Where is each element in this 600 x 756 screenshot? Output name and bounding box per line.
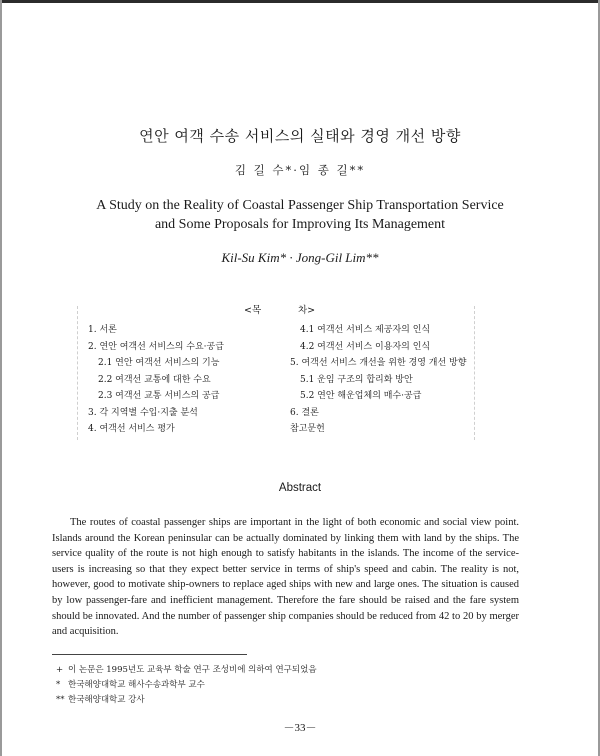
- toc-item: 5. 여객선 서비스 개선을 위한 경영 개선 방향: [290, 358, 467, 368]
- footnote: [56, 678, 317, 693]
- footnote-mark: **: [56, 695, 65, 705]
- toc-right-column: [290, 322, 466, 438]
- title-korean: 연안 여객 수송 서비스의 실태와 경영 개선 방향: [139, 127, 461, 145]
- toc-item: 4.1 여객선 서비스 제공자의 인식: [300, 325, 431, 335]
- scan-border-left: [0, 0, 2, 756]
- toc-item: 5.2 연안 해운업체의 매수·공급: [300, 391, 422, 401]
- abstract-body: The routes of coastal passenger ships are important in the light of both economic and social view point. Islands around the Korean peninsular can be actually dominated by linking them with land by the ships. The service quality of the route is not high enough to satisfy habitants in the islands. The income of the service-users is increasing so that they expect better service in terms of ship's speed and cabin. The reality is not, however, good to motivate ship-owners to replace aged ships with new and large ones. The situation is caused by low passenger-fare and inefficient management. Therefore the fare should be raised and the fare system should be innovated. And the number of passenger ship companies should be reduced from 42 to 20 by merger and acquisition.: [52, 517, 519, 638]
- toc-item: 4. 여객선 서비스 평가: [88, 424, 175, 434]
- toc-item: 2.3 여객선 교통 서비스의 공급: [98, 391, 220, 401]
- toc-item: 5.1 운임 구조의 합리화 방안: [300, 374, 413, 385]
- title-english: [0, 196, 600, 234]
- toc-heading-right: 차>: [298, 305, 316, 316]
- footnote: [56, 663, 317, 678]
- toc-item: 4.2 여객선 서비스 이용자의 인식: [300, 341, 431, 352]
- footnote-text: 한국해양대학교 해사수송과학부 교수: [68, 680, 205, 690]
- footnote-mark: *: [56, 680, 61, 690]
- footnote-mark: +: [56, 665, 64, 675]
- footnote-text: 이 논문은 1995년도 교육부 학술 연구 조성비에 의하여 연구되었음: [68, 665, 317, 675]
- toc-item: 참고문헌: [290, 424, 325, 434]
- toc-item: 3. 각 지역별 수입·지출 분석: [88, 407, 198, 418]
- authors-english: Kil-Su Kim* · Jong-Gil Lim**: [221, 250, 379, 265]
- footnote: [56, 693, 317, 708]
- toc-item: 2.1 연안 여객선 서비스의 기능: [98, 358, 220, 368]
- toc-item: 2.2 여객선 교통에 대한 수요: [98, 374, 211, 385]
- toc-left-column: [88, 322, 224, 438]
- footnote-rule: [52, 654, 247, 655]
- page-number: －33－: [283, 722, 317, 734]
- toc-item: 1. 서론: [88, 325, 117, 335]
- toc-item: 6. 결론: [290, 407, 319, 418]
- abstract-title: Abstract: [278, 482, 322, 494]
- toc-item: 2. 연안 여객선 서비스의 수요·공급: [88, 341, 224, 352]
- title-english-line-1: A Study on the Reality of Coastal Passenger Ship Transportation Service: [96, 198, 504, 213]
- footnotes: [56, 663, 317, 708]
- authors-korean: 김 길 수*·임 종 길**: [234, 163, 366, 177]
- footnote-text: 한국해양대학교 강사: [68, 695, 145, 705]
- scan-border-top: [0, 0, 600, 3]
- title-english-line-2: and Some Proposals for Improving Its Management: [154, 217, 446, 232]
- toc-heading-left: <목: [244, 305, 262, 316]
